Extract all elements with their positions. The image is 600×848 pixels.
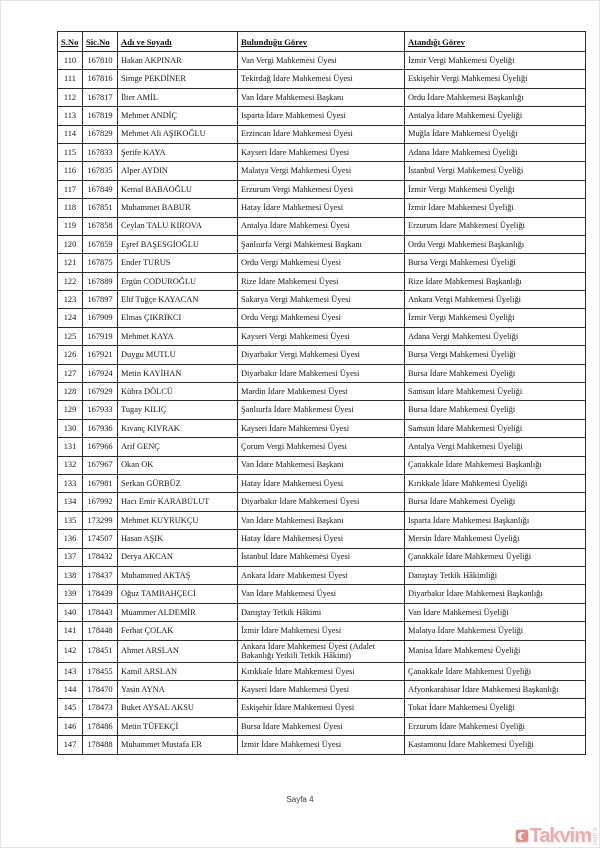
table-row	[58, 52, 586, 70]
name-cell: Muhammet Mustafa ER	[118, 736, 238, 754]
current-post-cell: Ankara İdare Mahkemesi Üyesi	[238, 566, 405, 584]
assigned-post-cell: Afyonkarahisar İdare Mahkemesi Başkanlığı	[405, 681, 586, 699]
current-post-cell: Hatay İdare Mahkemesi Üyesi	[238, 199, 405, 217]
sno-cell: 146	[58, 717, 83, 735]
header-cell: Bulunduğu Görev	[238, 32, 405, 52]
appointments-table	[57, 31, 586, 755]
current-post-cell: Ordu Vergi Mahkemesi Üyesi	[238, 254, 405, 272]
table-row	[58, 180, 586, 198]
assigned-post-cell: Çanakkale İdare Mahkemesi Üyeliği	[405, 548, 586, 566]
table-row	[58, 291, 586, 309]
name-cell: Muhammet BABUR	[118, 199, 238, 217]
assigned-post-cell: Rize İdare Mahkemesi Başkanlığı	[405, 272, 586, 290]
current-post-cell: Eskişehir İdare Mahkemesi Üyesi	[238, 699, 405, 717]
sicno-cell: 167810	[83, 52, 118, 70]
sicno-cell: 178437	[83, 566, 118, 584]
current-post-cell: Diyarbakır İdare Mahkemesi Üyesi	[238, 493, 405, 511]
name-cell: Yasin AYNA	[118, 681, 238, 699]
name-cell: Mehmet KAYA	[118, 327, 238, 345]
assigned-post-cell: Danıştay Tetkik Hâkimliği	[405, 566, 586, 584]
assigned-post-cell: Bursa Vergi Mahkemesi Üyeliği	[405, 346, 586, 364]
sno-cell: 130	[58, 419, 83, 437]
current-post-cell: Tekirdağ İdare Mahkemesi Üyesi	[238, 70, 405, 88]
table-row	[58, 254, 586, 272]
sno-cell: 126	[58, 346, 83, 364]
sicno-cell: 167921	[83, 346, 118, 364]
name-cell: Serkan GÜRBÜZ	[118, 474, 238, 492]
sicno-cell: 167858	[83, 217, 118, 235]
current-post-cell: Isparta İdare Mahkemesi Üyesi	[238, 107, 405, 125]
table-row	[58, 107, 586, 125]
name-cell: Eşref BAŞESGİOĞLU	[118, 235, 238, 253]
assigned-post-cell: Bursa İdare Mahkemesi Üyeliği	[405, 364, 586, 382]
name-cell: Elif Tuğçe KAYACAN	[118, 291, 238, 309]
sicno-cell: 178470	[83, 681, 118, 699]
current-post-cell: Kayseri İdare Mahkemesi Üyesi	[238, 681, 405, 699]
name-cell: Ender TURUS	[118, 254, 238, 272]
current-post-cell: Kırıkkale İdare Mahkemesi Üyesi	[238, 662, 405, 680]
assigned-post-cell: İzmir Vergi Mahkemesi Üyeliği	[405, 52, 586, 70]
assigned-post-cell: Adana Vergi Mahkemesi Üyeliği	[405, 327, 586, 345]
sno-cell: 134	[58, 493, 83, 511]
sno-cell: 118	[58, 199, 83, 217]
current-post-cell: Kayseri Vergi Mahkemesi Üyesi	[238, 327, 405, 345]
table-row	[58, 548, 586, 566]
table-row	[58, 699, 586, 717]
table-row	[58, 662, 586, 680]
sicno-cell: 173299	[83, 511, 118, 529]
sicno-cell: 178432	[83, 548, 118, 566]
name-cell: Arif GENÇ	[118, 438, 238, 456]
name-cell: Mehmet Ali AŞIKOĞLU	[118, 125, 238, 143]
table-row	[58, 143, 586, 161]
table-row	[58, 346, 586, 364]
current-post-cell: Van İdare Mahkemesi Başkanı	[238, 88, 405, 106]
sno-cell: 120	[58, 235, 83, 253]
table-row	[58, 419, 586, 437]
current-post-cell: Erzincan İdare Mahkemesi Üyesi	[238, 125, 405, 143]
sicno-cell: 167936	[83, 419, 118, 437]
assigned-post-cell: Kastamonu İdare Mahkemesi Üyeliği	[405, 736, 586, 754]
name-cell: Alper AYDIN	[118, 162, 238, 180]
current-post-cell: Kayseri İdare Mahkemesi Üyesi	[238, 143, 405, 161]
current-post-cell: Van Vergi Mahkemesi Üyesi	[238, 52, 405, 70]
table-row	[58, 162, 586, 180]
sno-cell: 112	[58, 88, 83, 106]
sicno-cell: 178473	[83, 699, 118, 717]
name-cell: Muhammed AKTAŞ	[118, 566, 238, 584]
name-cell: Elmas ÇIKRIKCI	[118, 309, 238, 327]
name-cell: Duygu MUTLU	[118, 346, 238, 364]
assigned-post-cell: Erzurum İdare Mahkemesi Üyeliği	[405, 717, 586, 735]
sno-cell: 140	[58, 603, 83, 621]
sno-cell: 137	[58, 548, 83, 566]
table-row	[58, 474, 586, 492]
table-row	[58, 309, 586, 327]
name-cell: Muammer ALDEMİR	[118, 603, 238, 621]
assigned-post-cell: Erzurum İdare Mahkemesi Üyeliği	[405, 217, 586, 235]
current-post-cell: Sakarya Vergi Mahkemesi Üyesi	[238, 291, 405, 309]
table-row	[58, 125, 586, 143]
sno-cell: 123	[58, 291, 83, 309]
assigned-post-cell: İzmir Vergi Mahkemesi Üyeliği	[405, 309, 586, 327]
table-row	[58, 493, 586, 511]
header-cell: Sic.No	[83, 32, 118, 52]
header-cell: S.No	[58, 32, 83, 52]
current-post-cell: Van İdare Mahkemesi Başkanı	[238, 511, 405, 529]
sicno-cell: 167851	[83, 199, 118, 217]
sno-cell: 129	[58, 401, 83, 419]
sicno-cell: 167992	[83, 493, 118, 511]
table-row	[58, 603, 586, 621]
assigned-post-cell: Ankara Vergi Mahkemesi Üyeliği	[405, 291, 586, 309]
current-post-cell: Şanlıurfa Vergi Mahkemesi Başkanı	[238, 235, 405, 253]
sno-cell: 117	[58, 180, 83, 198]
sicno-cell: 167829	[83, 125, 118, 143]
assigned-post-cell: Muğla İdare Mahkemesi Üyeliği	[405, 125, 586, 143]
takvim-logo	[515, 826, 599, 846]
sicno-cell: 178486	[83, 717, 118, 735]
sicno-cell: 167819	[83, 107, 118, 125]
assigned-post-cell: İzmir Vergi Mahkemesi Üyeliği	[405, 180, 586, 198]
table-row	[58, 681, 586, 699]
sicno-cell: 167967	[83, 456, 118, 474]
assigned-post-cell: Mersin İdare Mahkemesi Üyeliği	[405, 530, 586, 548]
name-cell: Ferhat ÇOLAK	[118, 622, 238, 640]
table-row	[58, 199, 586, 217]
current-post-cell: Mardin İdare Mahkemesi Üyesi	[238, 383, 405, 401]
turkish-flag-icon	[515, 829, 529, 843]
name-cell: Ahmet ARSLAN	[118, 640, 238, 662]
sno-cell: 119	[58, 217, 83, 235]
assigned-post-cell: Malatya İdare Mahkemesi Üyeliği	[405, 622, 586, 640]
assigned-post-cell: İstanbul Vergi Mahkemesi Üyeliği	[405, 162, 586, 180]
name-cell: Metin TÜFEKÇİ	[118, 717, 238, 735]
current-post-cell: Diyarbakır Vergi Mahkemesi Üyesi	[238, 346, 405, 364]
sno-cell: 145	[58, 699, 83, 717]
name-cell: Kamil ARSLAN	[118, 662, 238, 680]
sno-cell: 144	[58, 681, 83, 699]
sicno-cell: 167924	[83, 364, 118, 382]
assigned-post-cell: Adana İdare Mahkemesi Üyeliği	[405, 143, 586, 161]
table-row	[58, 585, 586, 603]
name-cell: Hacı Emir KARABULUT	[118, 493, 238, 511]
table-row	[58, 511, 586, 529]
sno-cell: 114	[58, 125, 83, 143]
assigned-post-cell: Bursa İdare Mahkemesi Üyeliği	[405, 401, 586, 419]
sno-cell: 125	[58, 327, 83, 345]
assigned-post-cell: Bursa İdare Mahkemesi Üyeliği	[405, 493, 586, 511]
sicno-cell: 167909	[83, 309, 118, 327]
assigned-post-cell: Antalya Vergi Mahkemesi Üyeliği	[405, 438, 586, 456]
sicno-cell: 167966	[83, 438, 118, 456]
assigned-post-cell: Samsun İdare Mahkemesi Üyeliği	[405, 383, 586, 401]
sno-cell: 142	[58, 640, 83, 662]
sno-cell: 115	[58, 143, 83, 161]
sno-cell: 133	[58, 474, 83, 492]
sno-cell: 122	[58, 272, 83, 290]
sno-cell: 127	[58, 364, 83, 382]
sicno-cell: 167817	[83, 88, 118, 106]
assigned-post-cell: Çanakkale İdare Mahkemesi Üyeliği	[405, 662, 586, 680]
current-post-cell: Şanlıurfa İdare Mahkemesi Üyesi	[238, 401, 405, 419]
current-post-cell: Çorum Vergi Mahkemesi Üyesi	[238, 438, 405, 456]
sicno-cell: 167875	[83, 254, 118, 272]
page-number: Sayfa 4	[286, 795, 314, 804]
current-post-cell: Bursa İdare Mahkemesi Üyesi	[238, 717, 405, 735]
sicno-cell: 167929	[83, 383, 118, 401]
name-cell: Metin KAYİHAN	[118, 364, 238, 382]
sicno-cell: 167919	[83, 327, 118, 345]
table-row	[58, 272, 586, 290]
sno-cell: 128	[58, 383, 83, 401]
current-post-cell: Ordu Vergi Mahkemesi Üyesi	[238, 309, 405, 327]
name-cell: Ceylan TALU KIROVA	[118, 217, 238, 235]
current-post-cell: İstanbul İdare Mahkemesi Üyesi	[238, 548, 405, 566]
current-post-cell: Danıştay Tetkik Hâkimi	[238, 603, 405, 621]
assigned-post-cell: Ordu Vergi Mahkemesi Başkanlığı	[405, 235, 586, 253]
sno-cell: 110	[58, 52, 83, 70]
sno-cell: 147	[58, 736, 83, 754]
name-cell: Buket AYSAL AKSU	[118, 699, 238, 717]
assigned-post-cell: Diyarbakır İdare Mahkemesi Başkanlığı	[405, 585, 586, 603]
table-row	[58, 327, 586, 345]
table-row	[58, 364, 586, 382]
sicno-cell: 167889	[83, 272, 118, 290]
sicno-cell: 178455	[83, 662, 118, 680]
name-cell: Hasan AŞIK	[118, 530, 238, 548]
sno-cell: 143	[58, 662, 83, 680]
name-cell: Derya AKCAN	[118, 548, 238, 566]
table-row	[58, 438, 586, 456]
table-row	[58, 566, 586, 584]
sno-cell: 116	[58, 162, 83, 180]
sno-cell: 141	[58, 622, 83, 640]
sicno-cell: 178451	[83, 640, 118, 662]
name-cell: Mehmet KUYRUKÇU	[118, 511, 238, 529]
table-row	[58, 640, 586, 662]
takvim-logo-text: Takvim	[529, 825, 591, 847]
table-header-row	[58, 32, 586, 52]
current-post-cell: Van İdare Mahkemesi Üyesi	[238, 585, 405, 603]
name-cell: İlter AMİL	[118, 88, 238, 106]
sno-cell: 131	[58, 438, 83, 456]
table-row	[58, 736, 586, 754]
table-row	[58, 235, 586, 253]
sicno-cell: 167897	[83, 291, 118, 309]
assigned-post-cell: Antalya İdare Mahkemesi Üyeliği	[405, 107, 586, 125]
sno-cell: 135	[58, 511, 83, 529]
assigned-post-cell: Kırıkkale İdare Mahkemesi Üyeliği	[405, 474, 586, 492]
assigned-post-cell: Isparta İdare Mahkemesi Başkanlığı	[405, 511, 586, 529]
table-row	[58, 383, 586, 401]
header-cell: Adı ve Soyadı	[118, 32, 238, 52]
assigned-post-cell: Samsun İdare Mahkemesi Üyeliği	[405, 419, 586, 437]
name-cell: Hakan AKPINAR	[118, 52, 238, 70]
name-cell: Kıvanç KIVRAK	[118, 419, 238, 437]
table-row	[58, 717, 586, 735]
assigned-post-cell: Eskişehir Vergi Mahkemesi Üyeliği	[405, 70, 586, 88]
sicno-cell: 178439	[83, 585, 118, 603]
current-post-cell: Van İdare Mahkemesi Başkanı	[238, 456, 405, 474]
table-row	[58, 456, 586, 474]
sno-cell: 132	[58, 456, 83, 474]
sno-cell: 121	[58, 254, 83, 272]
table-row	[58, 217, 586, 235]
current-post-cell: Kayseri İdare Mahkemesi Üyesi	[238, 419, 405, 437]
name-cell: Okan OK	[118, 456, 238, 474]
sicno-cell: 167981	[83, 474, 118, 492]
name-cell: Kübra DÖLCÜ	[118, 383, 238, 401]
table-row	[58, 530, 586, 548]
assigned-post-cell: Çanakkale İdare Mahkemesi Başkanlığı	[405, 456, 586, 474]
sicno-cell: 178448	[83, 622, 118, 640]
table-row	[58, 401, 586, 419]
current-post-cell: Diyarbakır İdare Mahkemesi Üyesi	[238, 364, 405, 382]
current-post-cell: Malatya Vergi Mahkemesi Üyesi	[238, 162, 405, 180]
assigned-post-cell: Ordu İdare Mahkemesi Başkanlığı	[405, 88, 586, 106]
name-cell: Oğuz TAMBAHÇECİ	[118, 585, 238, 603]
sicno-cell: 167835	[83, 162, 118, 180]
sicno-cell: 167816	[83, 70, 118, 88]
sicno-cell: 167849	[83, 180, 118, 198]
table-row	[58, 622, 586, 640]
sicno-cell: 167933	[83, 401, 118, 419]
assigned-post-cell: Van İdare Mahkemesi Üyeliği	[405, 603, 586, 621]
table-row	[58, 70, 586, 88]
sno-cell: 136	[58, 530, 83, 548]
table-row	[58, 88, 586, 106]
sno-cell: 113	[58, 107, 83, 125]
header-cell: Atandığı Görev	[405, 32, 586, 52]
current-post-cell: İzmir İdare Mahkemesi Üyesi	[238, 736, 405, 754]
current-post-cell: Hatay İdare Mahkemesi Üyesi	[238, 474, 405, 492]
name-cell: Tugay KILIÇ	[118, 401, 238, 419]
assigned-post-cell: İzmir İdare Mahkemesi Üyeliği	[405, 199, 586, 217]
sicno-cell: 174507	[83, 530, 118, 548]
sicno-cell: 178443	[83, 603, 118, 621]
name-cell: Simge PEKDİNER	[118, 70, 238, 88]
sno-cell: 111	[58, 70, 83, 88]
current-post-cell: Hatay İdare Mahkemesi Üyesi	[238, 530, 405, 548]
name-cell: Kemal BABAOĞLU	[118, 180, 238, 198]
current-post-cell: İzmir İdare Mahkemesi Üyesi	[238, 622, 405, 640]
current-post-cell: Rize İdare Mahkemesi Üyesi	[238, 272, 405, 290]
assigned-post-cell: Manisa İdare Mahkemesi Üyeliği	[405, 640, 586, 662]
current-post-cell: Antalya İdare Mahkemesi Üyesi	[238, 217, 405, 235]
sno-cell: 138	[58, 566, 83, 584]
current-post-cell: Erzurum Vergi Mahkemesi Üyesi	[238, 180, 405, 198]
sno-cell: 139	[58, 585, 83, 603]
sicno-cell: 178488	[83, 736, 118, 754]
name-cell: Şerife KAYA	[118, 143, 238, 161]
name-cell: Ergün CODUROĞLU	[118, 272, 238, 290]
sicno-cell: 167859	[83, 235, 118, 253]
assigned-post-cell: Tokat İdare Mahkemesi Üyeliği	[405, 699, 586, 717]
sicno-cell: 167833	[83, 143, 118, 161]
current-post-cell: Ankara İdare Mahkemesi Üyesi (Adalet Bakanlığı Yetkili Tetkik Hâkimi)	[238, 640, 405, 662]
takvim-logo-suffix: com.tr	[592, 826, 599, 846]
name-cell: Mehmet ANDİÇ	[118, 107, 238, 125]
assigned-post-cell: Bursa Vergi Mahkemesi Üyeliği	[405, 254, 586, 272]
sno-cell: 124	[58, 309, 83, 327]
